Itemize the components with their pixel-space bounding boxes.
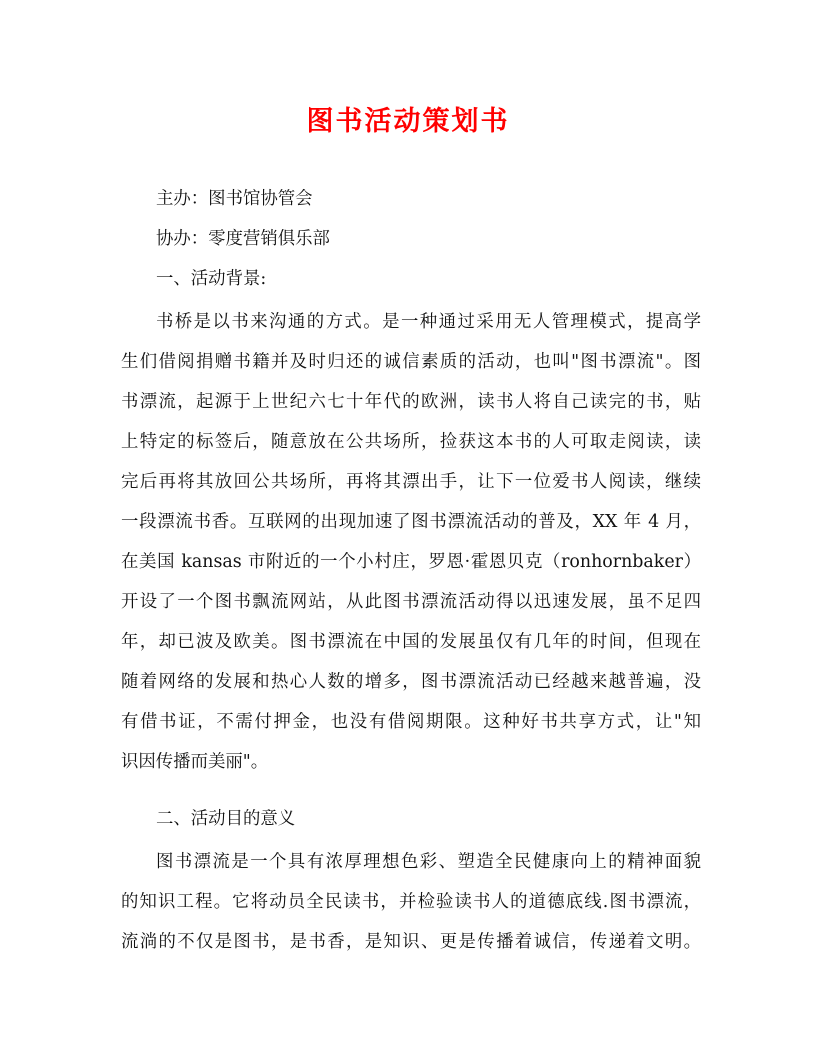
paragraph-line: 开设了一个图书飘流网站，从此图书漂流活动得以迅速发展，虽不足四 [121,592,701,612]
paragraph-line: 有借书证，不需付押金，也没有借阅期限。这种好书共享方式，让"知 [121,712,701,732]
paragraph-line: 识因传播而美丽"。 [121,752,269,772]
paragraph-line: 图书漂流是一个具有浓厚理想色彩、塑造全民健康向上的精神面貌 [156,852,701,872]
organizer-line: 主办：图书馆协管会 [156,189,313,209]
paragraph-line: 一段漂流书香。互联网的出现加速了图书漂流活动的普及，XX 年 4 月， [121,512,701,532]
paragraph-line: 随着网络的发展和热心人数的增多，图书漂流活动已经越来越普遍，没 [121,672,701,692]
paragraph-line: 的知识工程。它将动员全民读书，并检验读书人的道德底线.图书漂流， [121,892,701,912]
document-title: 图书活动策划书 [306,106,510,137]
section2-heading: 二、活动目的意义 [156,809,296,829]
section1-heading: 一、活动背景: [156,269,267,289]
paragraph-line: 年，却已波及欧美。图书漂流在中国的发展虽仅有几年的时间，但现在 [121,632,701,652]
paragraph-line: 在美国 kansas 市附近的一个小村庄，罗恩·霍恩贝克（ronhornbaker） [121,552,701,572]
co-organizer-line: 协办：零度营销俱乐部 [156,229,330,249]
paragraph-line: 书桥是以书来沟通的方式。是一种通过采用无人管理模式，提高学 [156,312,701,332]
paragraph-line: 流淌的不仅是图书，是书香，是知识、更是传播着诚信，传递着文明。 [121,932,701,952]
paragraph-line: 完后再将其放回公共场所，再将其漂出手，让下一位爱书人阅读，继续 [121,472,701,492]
paragraph-line: 生们借阅捐赠书籍并及时归还的诚信素质的活动，也叫"图书漂流"。图 [121,352,701,372]
paragraph-line: 书漂流，起源于上世纪六七十年代的欧洲，读书人将自己读完的书，贴 [121,392,701,412]
paragraph-line: 上特定的标签后，随意放在公共场所，捡获这本书的人可取走阅读，读 [121,432,701,452]
